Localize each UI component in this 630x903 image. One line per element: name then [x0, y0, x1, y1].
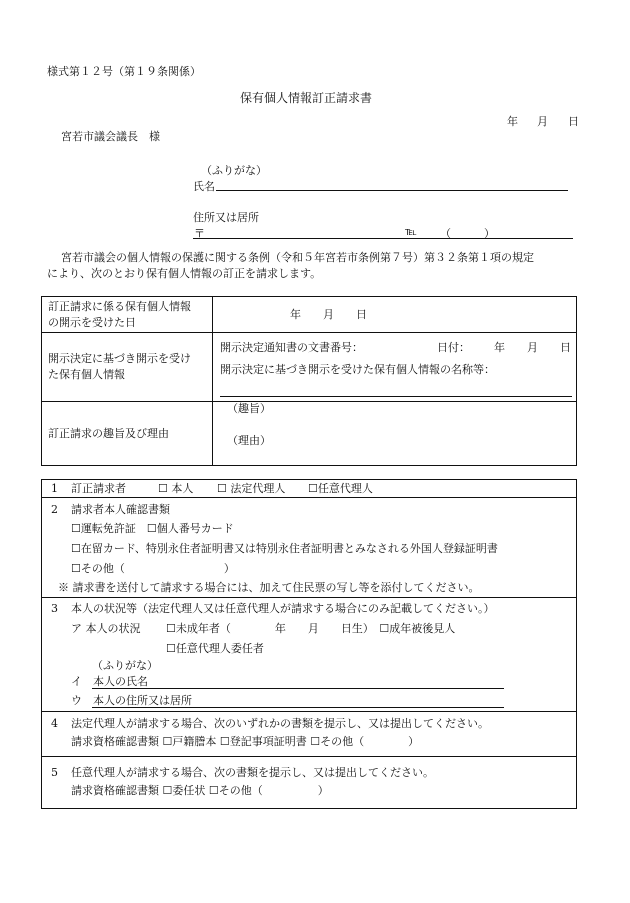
sec3-number: 3 — [51, 602, 58, 615]
id-docs-line2[interactable]: ☐在留カード、特別永住者証明書又は特別永住者証明書とみなされる外国人登録証明書 — [71, 542, 498, 555]
intro-line2: により、次のとおり保有個人情報の訂正を請求します。 — [47, 267, 322, 280]
table2-sep-1 — [42, 497, 576, 498]
intro-line1: 宮若市議会の個人情報の保護に関する条例（令和５年宮若市条例第７号）第３２条第１項の規定 — [61, 251, 534, 264]
page-title: 保有個人情報訂正請求書 — [240, 91, 373, 105]
disclosed-info-label-2: た保有個人情報 — [48, 368, 125, 381]
tel-parens: （ ） — [440, 227, 495, 240]
sec5-title: 任意代理人が請求する場合、次の書類を提示し、又は提出してください。 — [71, 766, 434, 779]
sec4-docs[interactable]: 請求資格確認書類 ☐戸籍謄本 ☐登記事項証明書 ☐その他（ ） — [71, 735, 420, 748]
principal-furigana: （ふりがな） — [92, 659, 158, 672]
notice-date-label: 日付： — [437, 341, 470, 354]
principal-name-field[interactable] — [92, 688, 504, 689]
sec5-docs[interactable]: 請求資格確認書類 ☐委任状 ☐その他（ ） — [71, 784, 329, 797]
date-year: 年 — [507, 115, 518, 128]
table1-row-sep-1 — [42, 332, 576, 333]
sec2-title: 請求者本人確認書類 — [71, 503, 170, 516]
reason-field[interactable]: （理由） — [227, 434, 271, 447]
sec4-number: 4 — [51, 717, 58, 730]
info-name-field[interactable]: 開示決定に基づき開示を受けた保有個人情報の名称等： — [220, 363, 495, 376]
id-docs-note: ※ 請求書を送付して請求する場合には、加えて住民票の写し等を添付してください。 — [58, 581, 480, 594]
table2-sep-4 — [42, 756, 576, 757]
disclosure-date-label-1: 訂正請求に係る保有個人情報 — [48, 300, 191, 313]
principal-status-line2[interactable]: ☐任意代理人委任者 — [166, 642, 264, 655]
reason-label: 訂正請求の趣旨及び理由 — [48, 427, 169, 440]
id-docs-line1[interactable]: ☐運転免許証 ☐個人番号カード — [71, 522, 234, 535]
table1-divider — [212, 297, 213, 465]
requester-info-table — [41, 479, 577, 809]
disclosed-info-label-1: 開示決定に基づき開示を受け — [48, 352, 191, 365]
checkbox-legal-agent[interactable]: ☐ 法定代理人 — [217, 482, 286, 495]
sec1-label: 訂正請求者 — [71, 482, 126, 495]
requester-name-field[interactable] — [216, 190, 568, 191]
doc-number-field[interactable]: 開示決定通知書の文書番号： — [220, 341, 363, 354]
tel-mark: ℡ — [405, 225, 417, 238]
postal-mark: 〒 — [194, 227, 205, 240]
table2-sep-2 — [42, 597, 576, 598]
requester-address-field[interactable] — [193, 238, 573, 239]
request-detail-table — [41, 296, 577, 466]
notice-date-value[interactable]: 年 月 日 — [494, 341, 571, 354]
id-docs-other[interactable]: ☐その他（ ） — [71, 562, 235, 575]
disclosure-date-value[interactable]: 年 月 日 — [290, 308, 367, 321]
date-month: 月 — [537, 115, 548, 128]
principal-name-label: イ 本人の氏名 — [71, 675, 148, 688]
sec2-number: 2 — [51, 503, 58, 516]
principal-status-label: ア 本人の状況 — [71, 622, 141, 635]
requester-address-label: 住所又は居所 — [193, 211, 259, 224]
requester-furigana-label: （ふりがな） — [201, 164, 267, 177]
checkbox-self[interactable]: ☐ 本人 — [158, 482, 194, 495]
requester-name-label: 氏名 — [193, 180, 215, 193]
sec3-title: 本人の状況等（法定代理人又は任意代理人が請求する場合にのみ記載してください。） — [71, 602, 495, 615]
sec1-number: 1 — [51, 482, 58, 495]
checkbox-voluntary-agent[interactable]: ☐任意代理人 — [308, 482, 373, 495]
purpose-field[interactable]: （趣旨） — [227, 402, 271, 415]
principal-address-label: ウ 本人の住所又は居所 — [71, 694, 192, 707]
table2-sep-3 — [42, 711, 576, 712]
info-name-line — [220, 396, 572, 397]
sec5-number: 5 — [51, 766, 58, 779]
form-number: 様式第１２号（第１９条関係） — [47, 65, 201, 78]
addressee: 宮若市議会議長 様 — [61, 130, 160, 143]
sec4-title: 法定代理人が請求する場合、次のいずれかの書類を提示し、又は提出してください。 — [71, 717, 489, 730]
table1-row-sep-2 — [42, 401, 576, 402]
principal-address-field[interactable] — [92, 707, 504, 708]
disclosure-date-label-2: の開示を受けた日 — [48, 316, 136, 329]
principal-status-line1[interactable]: ☐未成年者（ 年 月 日生） ☐成年被後見人 — [166, 622, 456, 635]
date-day: 日 — [568, 115, 579, 128]
